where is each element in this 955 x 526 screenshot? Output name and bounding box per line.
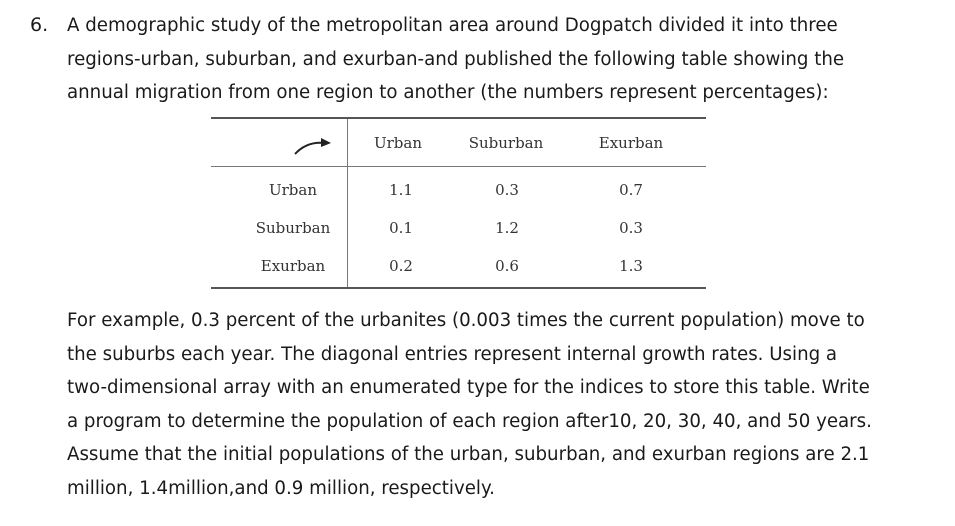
body-line: million, 1.4million,and 0.9 million, respectively.	[67, 477, 495, 499]
table-header-rule	[211, 166, 706, 167]
table-cell: 0.3	[619, 219, 643, 237]
column-header-suburban: Suburban	[468, 134, 544, 152]
intro-line: A demographic study of the metropolitan area around Dogpatch divided it into three	[67, 15, 838, 36]
table-bottom-rule	[211, 287, 706, 289]
table-top-rule	[211, 117, 706, 119]
column-header-urban: Urban	[373, 134, 423, 152]
problem-intro	[67, 9, 907, 110]
migration-table	[211, 117, 706, 289]
body-line: For example, 0.3 percent of the urbanites (0.003 times the current population) move to	[67, 310, 865, 331]
table-cell: 0.7	[619, 181, 643, 199]
body-line: the suburbs each year. The diagonal entries represent internal growth rates. Using a	[67, 343, 838, 365]
row-header-suburban	[211, 219, 347, 237]
row-header-urban	[211, 181, 347, 199]
intro-line: annual migration from one region to another (the numbers represent percentages):	[67, 82, 829, 103]
table-cell: 0.2	[389, 257, 413, 275]
body-line: two-dimensional array with an enumerated type for the indices to store this table. Write	[67, 377, 870, 398]
body-line: Assume that the initial populations of the urban, suburban, and exurban regions are 2.1	[67, 444, 870, 465]
column-header-exurban: Exurban	[598, 134, 664, 152]
row-label: Exurban	[260, 257, 326, 275]
table-cell: 0.6	[495, 257, 519, 275]
table-cell: 0.1	[389, 219, 413, 237]
problem-number: 6.	[30, 14, 49, 36]
table-cell: 1.2	[495, 219, 519, 237]
arrow-icon	[291, 135, 337, 157]
table-cell: 1.1	[389, 181, 413, 199]
row-label: Urban	[268, 181, 318, 199]
intro-line: regions-urban, suburban, and exurban-and published the following table showing the	[67, 48, 845, 70]
row-label: Suburban	[255, 219, 331, 237]
table-cell: 1.3	[619, 257, 643, 275]
problem-body	[67, 304, 907, 505]
table-cell: 0.3	[495, 181, 519, 199]
body-line: a program to determine the population of each region after10, 20, 30, 40, and 50 years.	[67, 410, 872, 432]
row-header-exurban	[211, 257, 347, 275]
